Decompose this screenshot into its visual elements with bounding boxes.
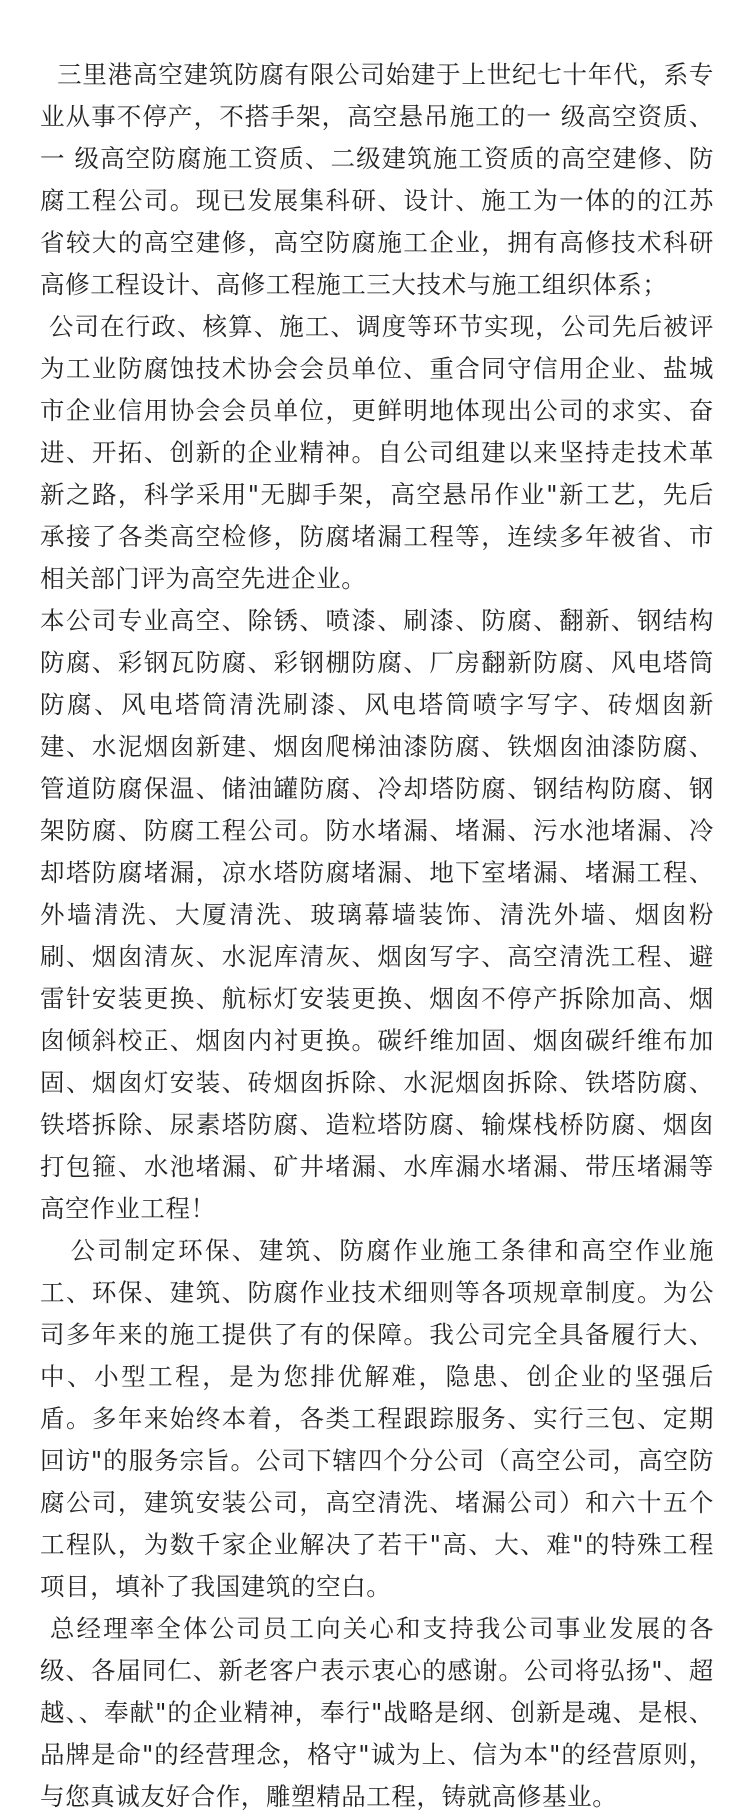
- paragraph-gratitude: 总经理率全体公司员工向关心和支持我公司事业发展的各级、各届同仁、新老客户表示衷心的感谢。公司将弘扬"、超越、、奉献"的企业精神，奉行"战略是纲、创新是魂、是根、品牌是命"的经营理念，格守"诚为上、信为本"的经营原则，与您真诚友好合作，雕塑精品工程，铸就高修基业。: [40, 1614, 715, 1811]
- paragraph-company-history: 三里港高空建筑防腐有限公司始建于上世纪七十年代，系专业从事不停产，不搭手架，高空悬吊施工的一 级高空资质、一 级高空防腐施工资质、二级建筑施工资质的高空建修、防腐工程公司。现已发展集科研、设计、施工为一体的的江苏省较大的高空建修，高空防腐施工企业，拥有高修技术科研高修工程设计、高修工程施工三大技术与施工组织体系；: [40, 60, 714, 299]
- paragraph-services: 本公司专业高空、除锈、喷漆、刷漆、防腐、翻新、钢结构防腐、彩钢瓦防腐、彩钢棚防腐、厂房翻新防腐、风电塔筒防腐、风电塔筒清洗刷漆、风电塔筒喷字写字、砖烟囱新建、水泥烟囱新建、烟囱爬梯油漆防腐、铁烟囱油漆防腐、管道防腐保温、储油罐防腐、冷却塔防腐、钢结构防腐、钢架防腐、防腐工程公司。防水堵漏、堵漏、污水池堵漏、冷却塔防腐堵漏，凉水塔防腐堵漏、地下室堵漏、堵漏工程、外墙清洗、大厦清洗、玻璃幕墙装饰、清洗外墙、烟囱粉刷、烟囱清灰、水泥库清灰、烟囱写字、高空清洗工程、避雷针安装更换、航标灯安装更换、烟囱不停产拆除加高、烟囱倾斜校正、烟囱内衬更换。碳纤维加固、烟囱碳纤维布加固、烟囱灯安装、砖烟囱拆除、水泥烟囱拆除、铁塔防腐、铁塔拆除、尿素塔防腐、造粒塔防腐、输煤栈桥防腐、烟囱打包箍、水池堵漏、矿井堵漏、水库漏水堵漏、带压堵漏等高空作业工程！: [40, 606, 714, 1223]
- paragraph-honors: 公司在行政、核算、施工、调度等环节实现，公司先后被评为工业防腐蚀技术协会会员单位、重合同守信用企业、盐城市企业信用协会会员单位，更鲜明地体现出公司的求实、奋进、开拓、创新的企业精神。自公司组建以来坚持走技术革新之路，科学采用"无脚手架，高空悬吊作业"新工艺，先后承接了各类高空检修，防腐堵漏工程等，连续多年被省、市相关部门评为高空先进企业。: [40, 312, 714, 593]
- paragraph-regulations: 公司制定环保、建筑、防腐作业施工条律和高空作业施工、环保、建筑、防腐作业技术细则等各项规章制度。为公司多年来的施工提供了有的保障。我公司完全具备履行大、中、小型工程，是为您排优解难，隐患、创企业的坚强后盾。多年来始终本着，各类工程跟踪服务、实行三包、定期回访"的服务宗旨。公司下辖四个分公司（高空公司，高空防腐公司，建筑安装公司，高空清洗、堵漏公司）和六十五个工程队，为数千家企业解决了若干"高、大、难"的特殊工程项目，填补了我国建筑的空白。: [40, 1236, 714, 1601]
